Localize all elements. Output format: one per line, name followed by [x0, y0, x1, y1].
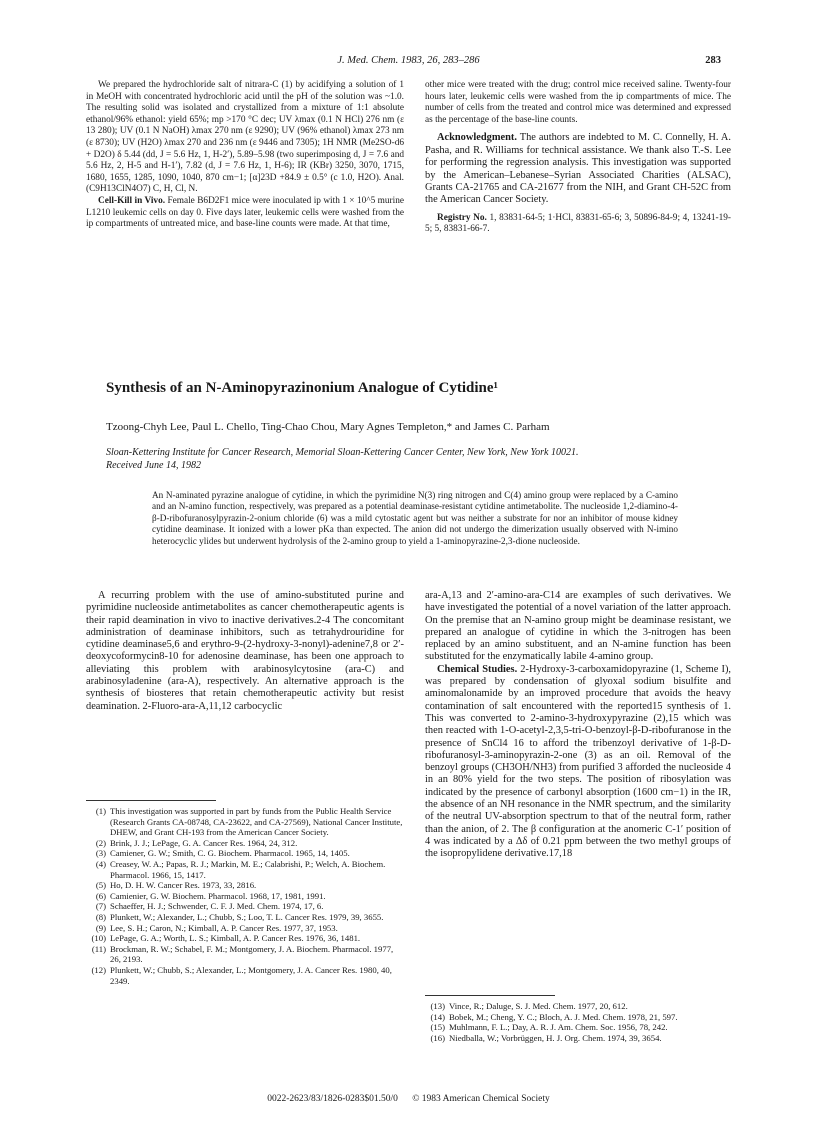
- cell-kill-paragraph: [86, 196, 404, 231]
- cell-kill-continued: other mice were treated with the drug; control mice received saline. Twenty-four hours later, leukemic cells were washed from the ip compartments of mice. The number of cells from the treated and control mice was determined and expressed as the percentage of the base-line counts.: [425, 80, 731, 125]
- body-right-column: [425, 590, 731, 861]
- reference-number: (14): [430, 1011, 445, 1022]
- reference-item: [80, 965, 406, 986]
- reference-text: Plunkett, W.; Chubb, S.; Alexander, L.; Montgomery, J. A. Cancer Res. 1980, 40, 2349.: [110, 964, 392, 986]
- reference-text: Schaeffer, H. J.; Schwender, C. F. J. Med. Chem. 1974, 17, 6.: [110, 901, 324, 912]
- chemical-studies-paragraph: [425, 664, 731, 861]
- reference-text: Creasey, W. A.; Papas, R. J.; Markin, M. E.; Calabrishi, P.; Welch, A. Biochem. Pharmacol. 1966, 15, 1417.: [110, 858, 386, 880]
- reference-number: (6): [95, 890, 106, 901]
- reference-text: Camienier, G. W. Biochem. Pharmacol. 1968, 17, 1981, 1991.: [110, 890, 326, 901]
- reference-item: [419, 1022, 733, 1033]
- reference-item: [80, 944, 406, 965]
- reference-number: (8): [95, 911, 106, 922]
- reference-text: Muhlmann, F. L.; Day, A. R. J. Am. Chem. Soc. 1956, 78, 242.: [449, 1022, 668, 1033]
- reference-number: (10): [91, 933, 106, 944]
- affiliation-text: Sloan-Kettering Institute for Cancer Research, Memorial Sloan-Kettering Cancer Center, New York, New York 10021.: [106, 447, 579, 458]
- article-affiliation: [106, 447, 726, 472]
- reference-number: (9): [95, 922, 106, 933]
- registry-heading: Registry No.: [437, 212, 487, 223]
- reference-number: (4): [95, 858, 106, 869]
- intro-paragraph: A recurring problem with the use of amino-substituted purine and pyrimidine nucleoside antimetabolites as cancer chemotherapeutic agents is their rapid deamination in vivo to inactive derivatives.2-4 The concomitant administration of deaminase inhibitors, such as tetrahydrouridine for cytidine deaminase5,6 and erythro-9-(2-hydroxy-3-nonyl)-adenine7,8 or 2′-deoxycoformycin8-10 for adenosine deaminase, has been one approach to alleviating this problem with arabinosylcytosine (ara-C) and arabinosyladenine (ara-A), respectively. An alternative approach is the synthesis of biosteres that retain chemotherapeutic activity but resist deamination. 2-Fluoro-ara-A,11,12 carbocyclic: [86, 590, 404, 712]
- reference-text: Bobek, M.; Cheng, Y. C.; Bloch, A. J. Med. Chem. 1978, 21, 597.: [449, 1011, 678, 1022]
- reference-text: Plunkett, W.; Alexander, L.; Chubb, S.; Loo, T. L. Cancer Res. 1979, 39, 3655.: [110, 911, 384, 922]
- footer-copyright: © 1983 American Chemical Society: [412, 1094, 550, 1104]
- references-right: [419, 1001, 733, 1043]
- reference-item: [80, 891, 406, 902]
- body-left-column: [86, 590, 404, 713]
- reference-item: [419, 1001, 733, 1012]
- intro-continued: ara-A,13 and 2′-amino-ara-C14 are examples of such derivatives. We have investigated the potential of a novel variation of the latter approach. On the premise that an N-amino group might be deaminase resistant, we prepared an analogue of cytidine in which the 3-nitrogen has been replaced by an amino substituent, and an N-amine function has been substituted for the enzymatically labile 4-amino group.: [425, 590, 731, 663]
- page-footer: [0, 1094, 817, 1104]
- chemical-studies-heading: Chemical Studies.: [437, 663, 518, 675]
- reference-item: [80, 912, 406, 923]
- reference-item: [80, 880, 406, 891]
- registry-text: 1, 83831-64-5; 1·HCl, 83831-65-6; 3, 50896-84-9; 4, 13241-19-5; 5, 83831-66-7.: [425, 212, 731, 235]
- reference-item: [419, 1033, 733, 1044]
- reference-item: [80, 923, 406, 934]
- reference-number: (3): [95, 848, 106, 859]
- reference-item: [80, 859, 406, 880]
- footnote-rule-left: [86, 800, 216, 801]
- article-title: Synthesis of an N-Aminopyrazinonium Analogue of Cytidine¹: [106, 380, 499, 396]
- reference-number: (13): [430, 1001, 445, 1011]
- chemical-studies-text: 2-Hydroxy-3-carboxamidopyrazine (1, Scheme I), was prepared by condensation of glyoxal sodium bisulfite and aminomalonamide by an improved procedure that avoids the heavy contamination of salt encountered with the reported15 synthesis of 1. This was converted to 2-amino-3-hydroxypyrazine (2),15 which was then reacted with 1-O-acetyl-2,3,5-tri-O-benzoyl-β-D-ribofuranose in the presence of SnCl4 16 to afford the tribenzoyl derivative of 1-β-D-ribofuranosyl-3-aminopyrazin-2-one (3) as an oil. Removal of the benzoyl groups (CH3OH/NH3) from purified 3 afforded the nucleoside 4 in an 80% yield for the two steps. The position of ribosylation was indicated by the presence of carbonyl absorption (1600 cm−1) in the IR, the absence of an NH resonance in the NMR spectrum, and the similarity of the neutral UV-absorption spectrum to that of the neutral form, rather than the anion, of 2. The β configuration at the anomeric C-1′ position of 4 was indicated by a Δδ of 0.21 ppm between the two methyl groups of the isopropylidene derivative.17,18: [425, 663, 732, 860]
- reference-item: [80, 838, 406, 849]
- reference-text: Ho, D. H. W. Cancer Res. 1973, 33, 2816.: [110, 880, 257, 891]
- running-header: J. Med. Chem. 1983, 26, 283–286: [337, 55, 480, 66]
- reference-number: (11): [91, 943, 106, 954]
- reference-item: [80, 901, 406, 912]
- page-number: 283: [705, 55, 721, 66]
- experimental-paragraph: We prepared the hydrochloride salt of nitrara-C (1) by acidifying a solution of 1 in MeOH with concentrated hydrochloric acid until the pH of the solution was ~1.0. The resulting solid was isolated and crystallized from a mixture of 1:1 absolute ethanol/96% ethanol: yield 65%; mp >170 °C dec; UV λmax (0.1 N HCl) 276 nm (ε 13 280); UV (0.1 N NaOH) λmax 270 nm (ε 9290); UV (96% ethanol) λmax 273 nm (ε 8730); UV (H2O) λmax 270 and 236 nm (ε 9446 and 7305); 1H NMR (Me2SO-d6 + D2O) δ 5.44 (dd, J = 5.6 Hz, 1, H-2′), 5.89–5.98 (two superimposing d, J = 7.6 and 5.6 Hz, 2, H-5 and H-1′), 7.82 (d, J = 7.6 Hz, 1, H-6); IR (KBr) 3250, 3070, 1715, 1680, 1655, 1285, 1090, 1040, 870 cm−1; [α]23D +84.9 ± 0.5° (c 1.0, H2O). Anal. (C9H13ClN4O7) C, H, Cl, N.: [86, 80, 404, 195]
- footnote-rule-right: [425, 995, 555, 996]
- reference-item: [80, 806, 406, 838]
- reference-number: (1): [95, 806, 106, 816]
- reference-text: LePage, G. A.; Worth, L. S.; Kimball, A. P. Cancer Res. 1976, 36, 1481.: [110, 933, 361, 944]
- reference-text: Brink, J. J.; LePage, G. A. Cancer Res. 1964, 24, 312.: [110, 837, 298, 848]
- reference-text: Camiener, G. W.; Smith, C. G. Biochem. Pharmacol. 1965, 14, 1405.: [110, 848, 350, 859]
- reference-number: (5): [95, 880, 106, 891]
- registry-paragraph: [425, 213, 731, 236]
- reference-number: (7): [95, 901, 106, 912]
- acknowledgment-heading: Acknowledgment.: [437, 132, 517, 144]
- reference-text: Lee, S. H.; Caron, N.; Kimball, A. P. Cancer Res. 1977, 37, 1953.: [110, 922, 338, 933]
- reference-number: (12): [91, 964, 106, 975]
- reference-number: (2): [95, 837, 106, 848]
- reference-item: [80, 848, 406, 859]
- received-date: Received June 14, 1982: [106, 459, 201, 471]
- reference-text: This investigation was supported in part by funds from the Public Health Service (Research Grants CA-08748, CA-23622, and CA-27569), National Cancer Institute, DHEW, and Grant CH-193 from the American Cancer Society.: [110, 806, 403, 838]
- reference-item: [80, 933, 406, 944]
- prev-article-right-column: [425, 80, 731, 236]
- footer-code: 0022-2623/83/1826-0283$01.50/0: [267, 1094, 398, 1104]
- reference-text: Vince, R.; Daluge, S. J. Med. Chem. 1977, 20, 612.: [449, 1001, 628, 1011]
- reference-number: (16): [430, 1032, 445, 1043]
- cell-kill-heading: Cell-Kill in Vivo.: [98, 195, 166, 206]
- acknowledgment-paragraph: [425, 132, 731, 206]
- prev-article-left-column: [86, 80, 404, 231]
- cell-kill-text: Female B6D2F1 mice were inoculated ip with 1 × 10^5 murine L1210 leukemic cells on day 0. Five days later, leukemic cells were washed from the ip compartments of untreated mice, and base-line counts were made. At that time,: [86, 195, 404, 230]
- references-left: [80, 806, 406, 986]
- article-authors: Tzoong-Chyh Lee, Paul L. Chello, Ting-Chao Chou, Mary Agnes Templeton,* and James C. Parham: [106, 421, 550, 433]
- reference-number: (15): [430, 1022, 445, 1033]
- acknowledgment-text: The authors are indebted to M. C. Connelly, H. A. Pasha, and R. Williams for technical assistance. We thank also T.-S. Lee for performing the regression analysis. This investigation was supported by the American–Lebanese–Syrian Associated Charities (ALSAC), Grants CA-21765 and CA-21677 from the NIH, and Grant CH-52C from the American Cancer Society.: [425, 132, 731, 206]
- article-abstract: An N-aminated pyrazine analogue of cytidine, in which the pyrimidine N(3) ring nitrogen and C(4) amino group were replaced by a C-amino and an N-amino function, respectively, was prepared as a potential deaminase-resistant cytidine antimetabolite. The nucleoside 1,2-diamino-4-β-D-ribofuranosylpyrazin-2-onium chloride (6) was a mild cytostatic agent but was neither a substrate for nor an inhibitor of mouse kidney cytidine deaminase. It ionized with a lower pKa than expected. The anion did not undergo the dimerization usually observed with N-imino heterocyclic ylides but underwent hydrolysis of the 2-amino group to yield a 1-aminopyrazine-2,3-dione nucleoside.: [152, 490, 678, 546]
- reference-item: [419, 1012, 733, 1023]
- reference-text: Niedballa, W.; Vorbrüggen, H. J. Org. Chem. 1974, 39, 3654.: [449, 1032, 662, 1043]
- reference-text: Brockman, R. W.; Schabel, F. M.; Montgomery, J. A. Biochem. Pharmacol. 1977, 26, 2193.: [110, 943, 394, 965]
